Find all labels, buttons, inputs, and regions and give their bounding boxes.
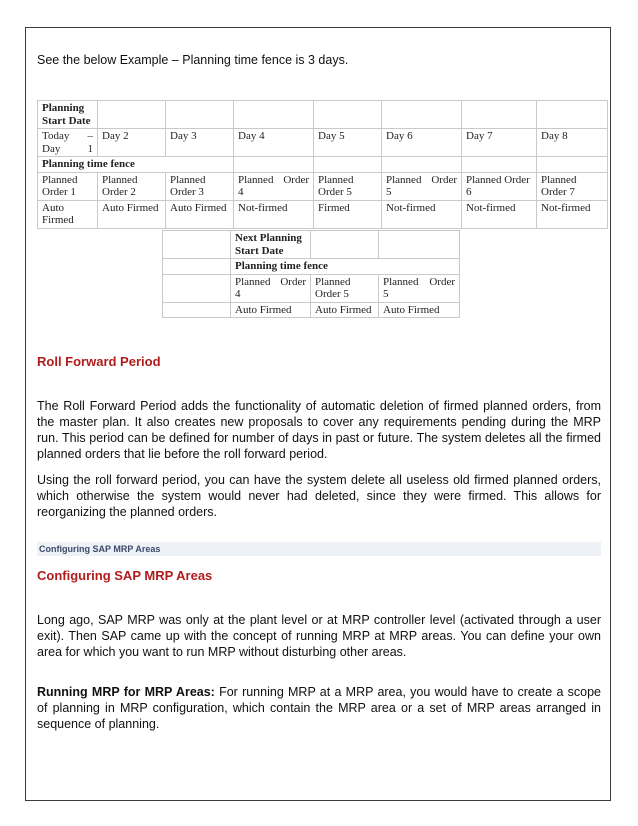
table-cell bbox=[234, 157, 314, 173]
table-cell: Day 7 bbox=[462, 129, 537, 157]
table-cell: Not-firmed bbox=[537, 200, 608, 228]
config-heading: Configuring SAP MRP Areas bbox=[37, 568, 213, 583]
table-cell: Day 6 bbox=[382, 129, 462, 157]
table-cell bbox=[382, 157, 462, 173]
table-row bbox=[38, 129, 608, 157]
table-cell bbox=[234, 101, 314, 129]
table-cell: Auto Firmed bbox=[311, 302, 379, 318]
table-cell: Firmed bbox=[314, 200, 382, 228]
table-row bbox=[163, 302, 460, 318]
section-bar: Configuring SAP MRP Areas bbox=[37, 542, 601, 556]
table-cell: Day 8 bbox=[537, 129, 608, 157]
table-cell bbox=[163, 302, 231, 318]
table-cell: Day 5 bbox=[314, 129, 382, 157]
table-cell: Auto Firmed bbox=[166, 200, 234, 228]
table-cell: Auto Firmed bbox=[98, 200, 166, 228]
table-cell bbox=[379, 231, 460, 259]
roll-forward-heading: Roll Forward Period bbox=[37, 354, 161, 369]
table-cell: Next Planning Start Date bbox=[231, 231, 311, 259]
table-cell bbox=[163, 259, 231, 275]
planning-table-2 bbox=[162, 230, 460, 318]
table-cell: Day 4 bbox=[234, 129, 314, 157]
config-paragraph: Long ago, SAP MRP was only at the plant level or at MRP controller level (activated through a user exit). Then SAP came up with the concept of running MRP at MRP areas. You can define your own area for which you want to run MRP without disturbing other areas. bbox=[37, 613, 601, 659]
table-cell bbox=[314, 157, 382, 173]
table-row bbox=[163, 259, 460, 275]
running-text: For running MRP at a MRP area, you would have to create a scope of planning in MRP configuration, which contain the MRP area or a set of MRP areas arranged in sequence of planning. bbox=[37, 685, 601, 731]
table-cell bbox=[382, 101, 462, 129]
table-cell bbox=[98, 101, 166, 129]
table-row bbox=[163, 231, 460, 259]
table-cell: Planned Order 6 bbox=[462, 172, 537, 200]
running-paragraph bbox=[37, 684, 601, 732]
roll-forward-paragraph-1: The Roll Forward Period adds the functionality of automatic deletion of firmed planned orders, from the master plan. It also creates new proposals to cover any requirements pending during the MRP run. This period can be defined for number of days in past or future. The system deletes all the firmed planned orders that lie before the roll forward period. bbox=[37, 399, 601, 461]
table-cell: Not-firmed bbox=[382, 200, 462, 228]
table-cell: Day 3 bbox=[166, 129, 234, 157]
table-cell: Not-firmed bbox=[234, 200, 314, 228]
running-label: Running MRP for MRP Areas: bbox=[37, 685, 215, 699]
table-cell bbox=[537, 157, 608, 173]
table-cell bbox=[163, 274, 231, 302]
planning-table-1 bbox=[37, 100, 608, 229]
table-cell: Planned Order 5 bbox=[379, 274, 460, 302]
table-cell: Planned Order 4 bbox=[234, 172, 314, 200]
table-cell: Auto Firmed bbox=[38, 200, 98, 228]
table-cell bbox=[462, 101, 537, 129]
table-row bbox=[38, 200, 608, 228]
table-cell bbox=[462, 157, 537, 173]
intro-text: See the below Example – Planning time fence is 3 days. bbox=[37, 53, 349, 67]
table-cell: Planned Order 3 bbox=[166, 172, 234, 200]
table-cell: Planning Start Date bbox=[38, 101, 98, 129]
table-row bbox=[38, 157, 608, 173]
table-cell: Day 2 bbox=[98, 129, 166, 157]
table-cell: Planned Order 5 bbox=[314, 172, 382, 200]
planning-fence-label: Planning time fence bbox=[231, 259, 460, 275]
table-row bbox=[163, 274, 460, 302]
table-cell bbox=[166, 101, 234, 129]
table-cell bbox=[311, 231, 379, 259]
table-cell: Planned Order 2 bbox=[98, 172, 166, 200]
table-cell: Planned Order 5 bbox=[382, 172, 462, 200]
table-cell: Today – Day 1 bbox=[38, 129, 98, 157]
table-row bbox=[38, 101, 608, 129]
table-cell bbox=[537, 101, 608, 129]
roll-forward-paragraph-2: Using the roll forward period, you can have the system delete all useless old firmed planned orders, which otherwise the system would never had deleted, since they were firmed. This allows for reorganizing the planned orders. bbox=[37, 473, 601, 519]
planning-fence-label: Planning time fence bbox=[38, 157, 234, 173]
table-cell bbox=[163, 231, 231, 259]
table-cell: Not-firmed bbox=[462, 200, 537, 228]
table-cell: Auto Firmed bbox=[379, 302, 460, 318]
table-cell: Auto Firmed bbox=[231, 302, 311, 318]
table-cell: Planned Order 1 bbox=[38, 172, 98, 200]
table-cell bbox=[314, 101, 382, 129]
table-cell: Planned Order 4 bbox=[231, 274, 311, 302]
table-row bbox=[38, 172, 608, 200]
table-cell: Planned Order 5 bbox=[311, 274, 379, 302]
table-cell: Planned Order 7 bbox=[537, 172, 608, 200]
document-page bbox=[25, 27, 611, 801]
